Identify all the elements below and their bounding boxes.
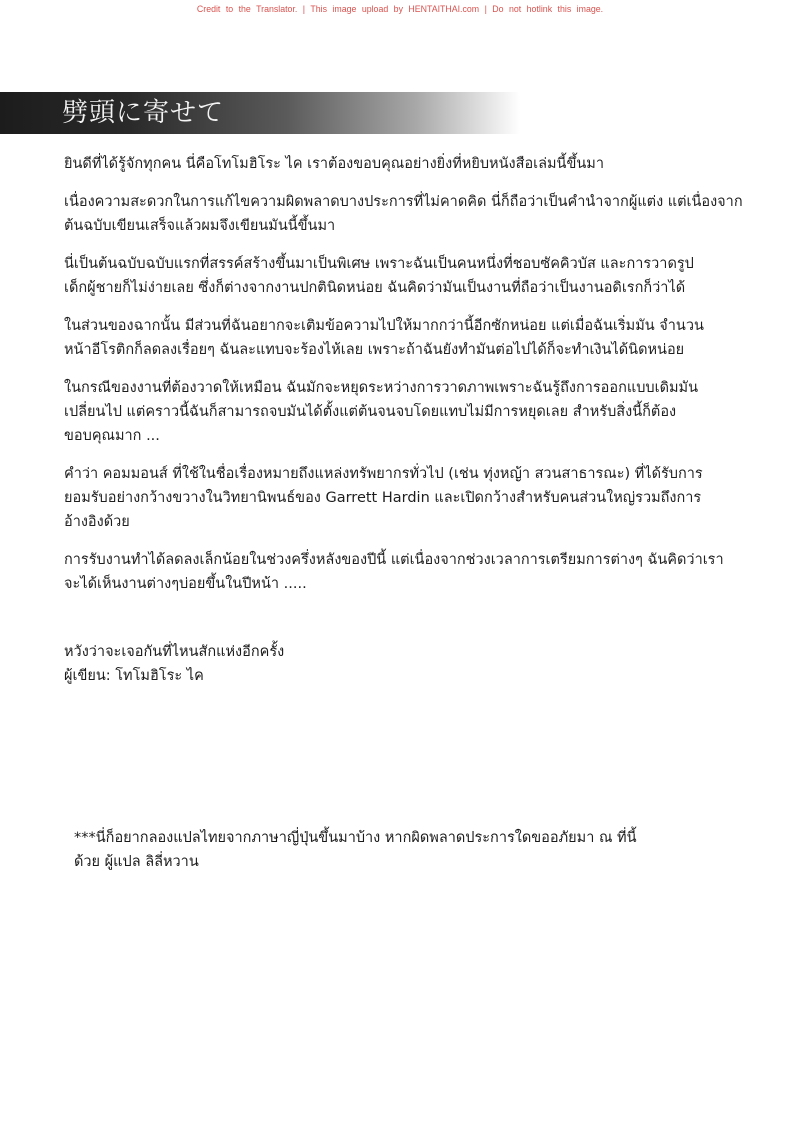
paragraph-5: [64, 376, 754, 448]
paragraph-2: [64, 190, 754, 238]
author-line: ผู้เขียน: โทโมฮิโระ ไค: [64, 668, 204, 684]
translator-note-line: ด้วย ผู้แปล ลิลี่หวาน: [74, 854, 199, 870]
text-line: อ้างอิงด้วย: [64, 514, 130, 530]
page-title: 劈頭に寄せて: [62, 98, 225, 128]
text-line: นี่เป็นต้นฉบับฉบับแรกที่สรรค์สร้างขึ้นมาเป็นพิเศษ เพราะฉันเป็นคนหนึ่งที่ชอบซัคคิวบัส และการวาดรูป: [64, 256, 694, 272]
text-line: การรับงานทำได้ลดลงเล็กน้อยในช่วงครึ่งหลังของปีนี้ แต่เนื่องจากช่วงเวลาการเตรียมการต่างๆ ฉันคิดว่าเรา: [64, 552, 724, 568]
text-line: ขอบคุณมาก ...: [64, 428, 160, 444]
text-line: ยอมรับอย่างกว้างขวางในวิทยานิพนธ์ของ Garrett Hardin และเปิดกว้างสำหรับคนส่วนใหญ่รวมถึงการ: [64, 490, 702, 506]
signoff: [64, 640, 754, 688]
text-line: ในกรณีของงานที่ต้องวาดให้เหมือน ฉันมักจะหยุดระหว่างการวาดภาพเพราะฉันรู้ถึงการออกแบบเดิมมัน: [64, 380, 699, 396]
text-line: เปลี่ยนไป แต่คราวนี้ฉันก็สามารถจบมันได้ตั้งแต่ต้นจนจบโดยแทบไม่มีการหยุดเลย สำหรับสิ่งนี้ก็ต้อง: [64, 404, 677, 420]
afterword-body: [64, 152, 754, 610]
paragraph-7: [64, 548, 754, 596]
text-line: จะได้เห็นงานต่างๆบ่อยขึ้นในปีหน้า .....: [64, 576, 307, 592]
text-line: คำว่า คอมมอนส์ ที่ใช้ในชื่อเรื่องหมายถึงแหล่งทรัพยากรทั่วไป (เช่น ทุ่งหญ้า สวนสาธารณะ) ที่ได้รับการ: [64, 466, 703, 482]
paragraph-1: [64, 152, 754, 176]
text-line: เนื่องความสะดวกในการแก้ไขความผิดพลาดบางประการที่ไม่คาดคิด นี่ก็ถือว่าเป็นคำนำจากผู้แต่ง แต่เนื่องจาก: [64, 194, 743, 210]
text-line: ต้นฉบับเขียนเสร็จแล้วผมจึงเขียนมันนี้ขึ้นมา: [64, 218, 336, 234]
translator-note: [74, 826, 764, 874]
credit-banner: Credit to the Translator. | This image upload by HENTAITHAI.com | Do not hotlink this image.: [196, 4, 604, 14]
paragraph-3: [64, 252, 754, 300]
text-line: หน้าอีโรติกก็ลดลงเรื่อยๆ ฉันละแทบจะร้องไห้เลย เพราะถ้าฉันยังทำมันต่อไปได้ก็จะทำเงินได้นิดหน่อย: [64, 342, 685, 358]
text-line: เด็กผู้ชายก็ไม่ง่ายเลย ซึ่งก็ต่างจากงานปกตินิดหน่อย ฉันคิดว่ามันเป็นงานที่ถือว่าเป็นงานอดิเรกก็ว่าได้: [64, 280, 686, 296]
text-line: ในส่วนของฉากนั้น มีส่วนที่ฉันอยากจะเติมข้อความไปให้มากกว่านี้อีกซักหน่อย แต่เมื่อฉันเริ่มมัน จำนวน: [64, 318, 704, 334]
closing-line: หวังว่าจะเจอกันที่ไหนสักแห่งอีกครั้ง: [64, 644, 285, 660]
paragraph-6: [64, 462, 754, 534]
text-line: ยินดีที่ได้รู้จักทุกคน นี่คือโทโมฮิโระ ไค เราต้องขอบคุณอย่างยิ่งที่หยิบหนังสือเล่มนี้ขึ้นมา: [64, 156, 604, 172]
paragraph-4: [64, 314, 754, 362]
translator-note-line: ***นี่ก็อยากลองแปลไทยจากภาษาญี่ปุ่นขึ้นมาบ้าง หากผิดพลาดประการใดขออภัยมา ณ ที่นี้: [74, 830, 637, 846]
